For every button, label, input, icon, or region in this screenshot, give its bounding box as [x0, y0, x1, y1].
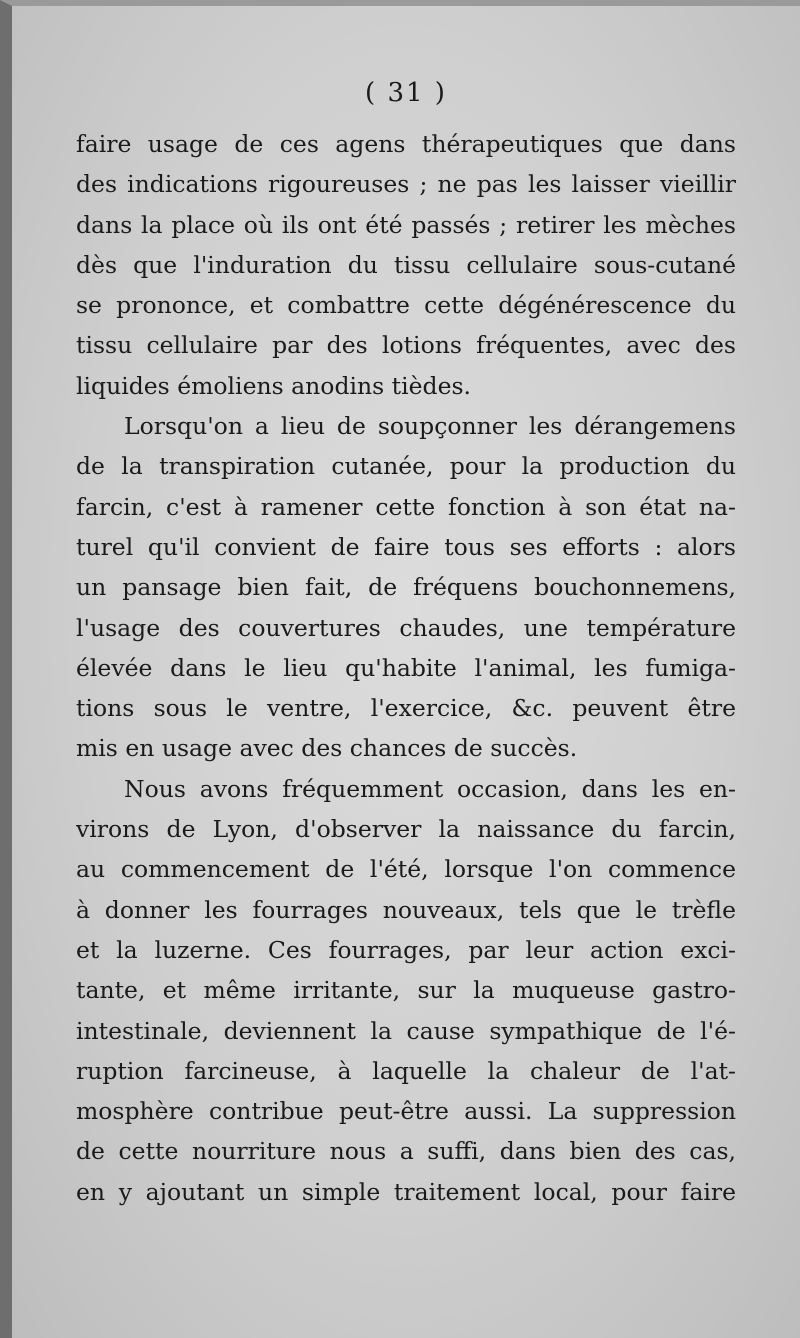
- text-line: tions sous le ventre, l'exercice, &c. peuvent être: [76, 694, 736, 723]
- text-line: turel qu'il convient de faire tous ses efforts : alors: [76, 532, 736, 561]
- paragraph-2: [76, 406, 736, 769]
- text-line: un pansage bien fait, de fréquens bouchonnemens,: [76, 573, 736, 602]
- text-line: liquides émoliens anodins tièdes.: [76, 371, 472, 400]
- text-line: dans la place où ils ont été passés ; retirer les mèches: [76, 210, 736, 239]
- text-line: au commencement de l'été, lorsque l'on commence: [76, 855, 736, 884]
- text-line: en y ajoutant un simple traitement local, pour faire: [76, 1177, 736, 1206]
- text-line: tante, et même irritante, sur la muqueuse gastro-: [76, 976, 736, 1005]
- text-line: à donner les fourrages nouveaux, tels que le trèfle: [76, 895, 736, 924]
- text-line: Nous avons fréquemment occasion, dans les en-: [124, 774, 736, 803]
- text-line: élevée dans le lieu qu'habite l'animal, les fumiga-: [76, 653, 736, 682]
- paragraph-3: [76, 769, 736, 1212]
- text-line: l'usage des couvertures chaudes, une température: [76, 613, 736, 642]
- body-text: [76, 124, 736, 1212]
- text-line: faire usage de ces agens thérapeutiques que dans: [76, 130, 736, 158]
- text-line: virons de Lyon, d'observer la naissance du farcin,: [76, 815, 736, 844]
- text-line: tissu cellulaire par des lotions fréquentes, avec des: [76, 331, 736, 360]
- text-line: mis en usage avec des chances de succès.: [76, 734, 578, 763]
- text-line: Lorsqu'on a lieu de soupçonner les dérangemens: [124, 412, 736, 441]
- text-line: se prononce, et combattre cette dégénérescence du: [76, 291, 736, 320]
- text-line: de cette nourriture nous a suffi, dans bien des cas,: [76, 1137, 736, 1166]
- text-line: de la transpiration cutanée, pour la production du: [76, 452, 736, 481]
- text-line: ruption farcineuse, à laquelle la chaleur de l'at-: [76, 1056, 736, 1085]
- page-number: ( 31 ): [365, 78, 447, 108]
- text-line: mosphère contribue peut-être aussi. La suppression: [76, 1097, 736, 1126]
- text-line: dès que l'induration du tissu cellulaire sous-cutané: [76, 250, 736, 279]
- text-line: et la luzerne. Ces fourrages, par leur action exci-: [76, 935, 736, 964]
- paragraph-1: [76, 124, 736, 406]
- text-line: intestinale, deviennent la cause sympathique de l'é-: [76, 1016, 736, 1045]
- text-line: des indications rigoureuses ; ne pas les laisser vieillir: [76, 170, 736, 199]
- text-line: farcin, c'est à ramener cette fonction à son état na-: [76, 492, 736, 521]
